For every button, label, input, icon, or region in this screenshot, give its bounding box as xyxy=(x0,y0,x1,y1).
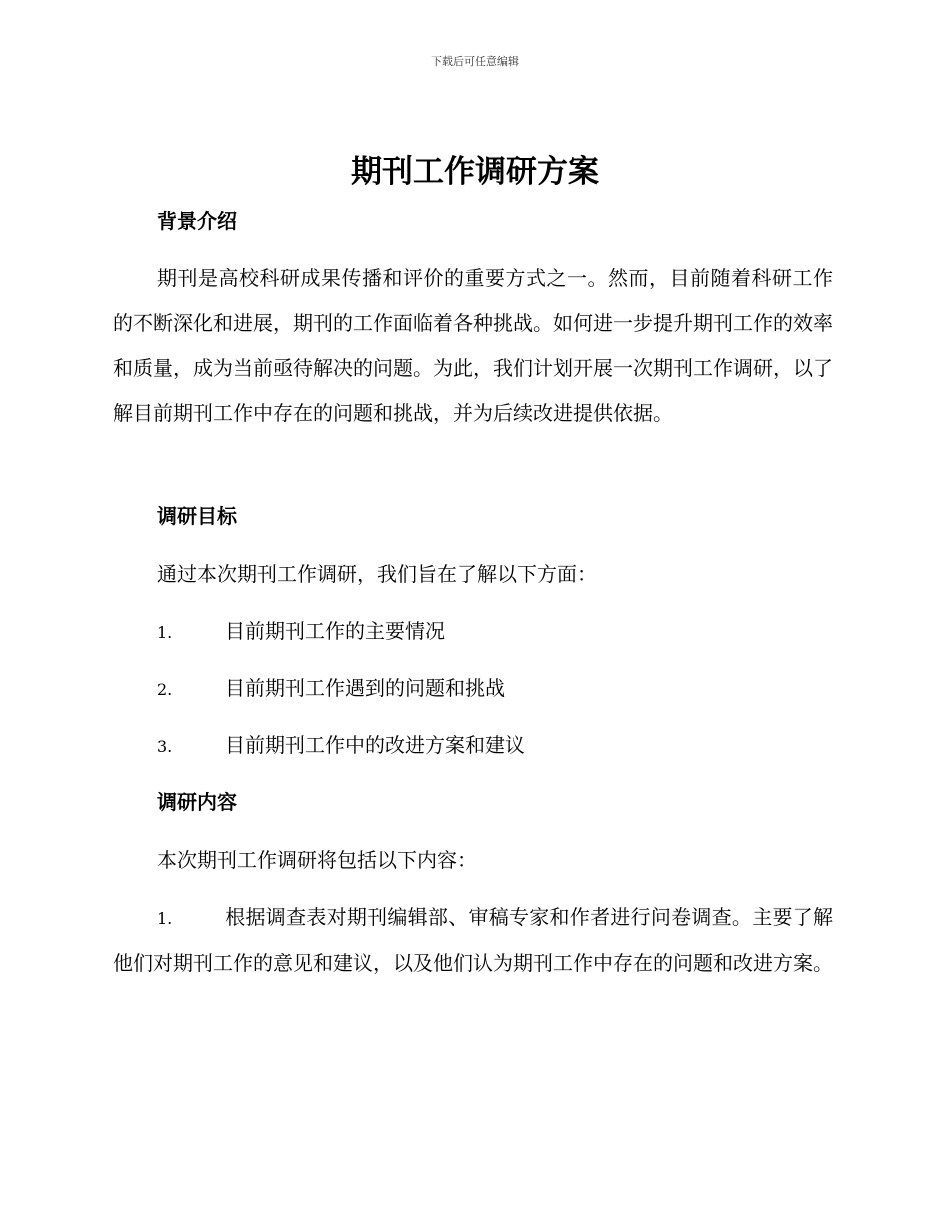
list-number: 3. xyxy=(157,737,173,756)
list-item-text: 目前期刊工作中的改进方案和建议 xyxy=(225,733,525,757)
page-header: 下载后可任意编辑 xyxy=(431,55,519,68)
list-number: 1. xyxy=(157,623,173,642)
list-item-text: 目前期刊工作的主要情况 xyxy=(225,619,445,643)
document-title: 期刊工作调研方案 xyxy=(351,154,599,190)
goals-list-item xyxy=(157,674,505,704)
goals-list-item xyxy=(157,731,525,761)
goals-intro: 通过本次期刊工作调研，我们旨在了解以下方面： xyxy=(157,562,597,586)
background-paragraph: 期刊是高校科研成果传播和评价的重要方式之一。然而，目前随着科研工作的不断深化和进展，期刊的工作面临着各种挑战。如何进一步提升期刊工作的效率和质量，成为当前亟待解决的问题。为此，我们计划开展一次期刊工作调研，以了解目前期刊工作中存在的问题和挑战，并为后续改进提供依据。 xyxy=(113,266,833,425)
list-number: 2. xyxy=(157,680,173,699)
list-item-text: 根据调查表对期刊编辑部、审稿专家和作者进行问卷调查。主要了解他们对期刊工作的意见和建议，以及他们认为期刊工作中存在的问题和改进方案。 xyxy=(113,905,833,975)
goals-list-item xyxy=(157,617,445,647)
section-heading-background: 背景介绍 xyxy=(157,209,237,233)
section-heading-content: 调研内容 xyxy=(157,790,237,814)
content-intro: 本次期刊工作调研将包括以下内容： xyxy=(157,848,477,872)
content-list-item xyxy=(113,895,833,986)
section-heading-goals: 调研目标 xyxy=(157,504,237,528)
list-number: 1. xyxy=(157,909,173,928)
list-item-text: 目前期刊工作遇到的问题和挑战 xyxy=(225,676,505,700)
